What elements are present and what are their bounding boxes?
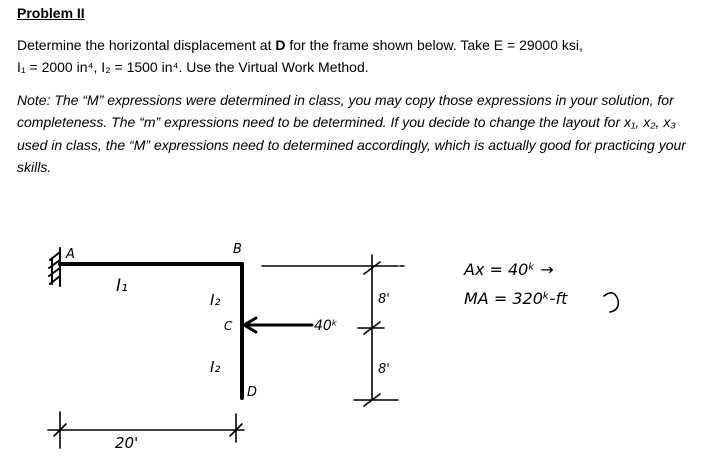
label-column-inertia-lower: I₂	[210, 358, 221, 376]
label-dim-span: 20'	[115, 434, 139, 452]
statement-part2: for the frame shown below. Take E = 29000 ksi,	[285, 37, 583, 53]
fixed-support-a	[49, 248, 60, 286]
reaction-ax: Ax = 40ᵏ →	[464, 260, 554, 279]
problem-note: Note: The “M” expressions were determined in class, you may copy those expressions in your solution, for completeness. The “m” expressions need to be determined. If you decide to change the layout for x₁, x₂, x₃ used in class, the “M” expressions need to determined accordingly, which is actually good for practicing your skills.	[17, 92, 686, 175]
statement-line2: I₁ = 2000 in⁴, I₂ = 1500 in⁴. Use the Virtual Work Method.	[17, 59, 369, 75]
label-point-b: B	[233, 242, 242, 257]
statement-part1: Determine the horizontal displacement at	[17, 37, 276, 53]
label-point-a: A	[66, 247, 75, 262]
moment-curl-icon	[604, 293, 618, 312]
label-point-d: D	[247, 385, 258, 400]
label-dim-upper: 8'	[378, 292, 390, 307]
statement-point-d: D	[275, 37, 286, 53]
horizontal-dimension	[48, 412, 244, 448]
label-beam-inertia: I₁	[116, 276, 128, 296]
label-load: 40ᵏ	[314, 318, 338, 334]
problem-title: Problem II	[17, 5, 85, 21]
label-dim-lower: 8'	[378, 362, 390, 377]
load-arrow	[244, 318, 312, 332]
label-column-inertia-upper: I₂	[210, 291, 221, 309]
reaction-ma: MA = 320ᵏ-ft	[464, 289, 568, 308]
label-point-c: C	[224, 319, 233, 333]
